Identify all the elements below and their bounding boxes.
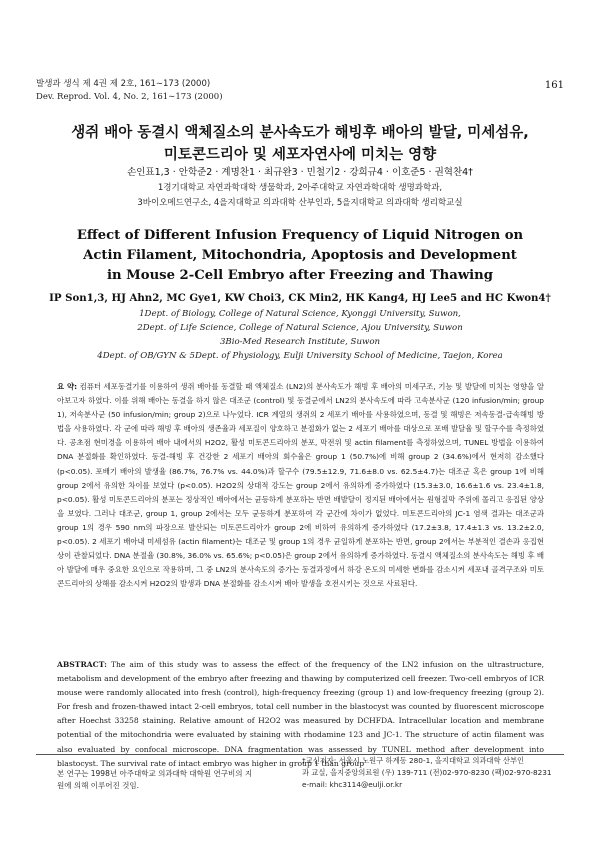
abstract-kr — [57, 380, 544, 591]
affiliation-en-line-4: 4Dept. of OB/GYN & 5Dept. of Physiology, Eulji University School of Medicine, Taejon, Korea — [97, 351, 503, 361]
abstract-en-text: The aim of this study was to assess the effect of the frequency of the LN2 infusion on the ultrastructure, metabolism and development of the embryo after freezing and thawing by computerized cell freezer. Two-cell embryos of ICR mouse were randomly allocated into fresh (control), high-frequency freezing (group 1) and low-frequency freezing (group 2). For fresh and frozen-thawed intact 2-cell embryos, total cell number in the blastocyst was counted by fluorescent microscope after Hoechst 33258 staining. Relative amount of H2O2 was measured by DCHFDA. Intracellular location and membrane potential of the mitochondria were evaluated by staining with rhodamine 123 and JC-1. The structure of actin filament was also evaluated by confocal microscope. DNA fragmentation was assessed by TUNEL method after development into blastocyst. The survival rate of intact embryo was higher in group 1 than group — [57, 660, 544, 768]
abstract-kr-text: 컴퓨터 세포동결기를 이용하여 생쥐 배아를 동결할 때 액체질소 (LN2)의 분사속도가 해빙 후 배아의 미세구조, 기능 및 발달에 미치는 영향을 알아보고자 하였다. 이를 위해 배아는 동결을 하지 않은 대조군 (control) 및 동결군에서 LN2의 분사속도에 따라 고속분사군 (120 infusion/min; group 1), 저속분사군 (50 infusion/min; group 2)으로 나누었다. ICR 계열의 생쥐의 2 세포기 배아를 사용하였으며, 동결 및 해빙은 저속동결-급속해빙 방법을 사용하였다. 각 군에 따라 해빙 후 배아의 생존율과 세포질이 양호하고 분절화가 없는 2 세포기 배아를 대상으로 포배 발달율 및 할구수를 측정하였다. 공초점 현미경을 이용하여 배아 내에서의 H2O2, 활성 미토콘드리아의 분포, 막전위 및 actin filament를 측정하였으며, TUNEL 방법을 이용하여 DNA 분절화를 확인하였다. 동결-해빙 후 건강한 2 세포기 배아의 회수율은 group 1 (50.7%)에 비해 group 2 (34.6%)에서 현저히 감소했다 (p<0.05). 포배기 배아의 발생율 (86.7%, 76.7% vs. 44.0%)과 할구수 (79.5±12.9, 71.6±8.0 vs. 62.5±4.7)는 대조군 혹은 group 1에 비해 group 2에서 유의한 차이를 보였다 (p<0.05). H2O2의 상대적 강도는 group 2에서 유의하게 증가하였다 (15.3±3.0, 16.6±1.6 vs. 23.4±1.8, p<0.05). 활성 미토콘드리아의 분포는 정상적인 배아에서는 균등하게 분포하는 반면 배발달이 정지된 배아에서는 원형질막 주위에 몰리고 응집된 양상을 보였다. 그러나 대조군, group 1, group 2에서는 모두 균등하게 분포하여 각 군간에 차이가 없었다. 미토콘드리아의 JC-1 염색 결과는 대조군과 group 1의 경우 590 nm의 파장으로 발산되는 미토콘드리아가 group 2에 비하여 유의하게 증가하였다 (17.2±3.8, 17.4±1.3 vs. 13.2±2.0, p<0.05). 2 세포기 배아내 미세섬유 (actin filament)는 대조군 및 group 1의 경우 균일하게 분포하는 반면, group 2에서는 부분적인 결손과 응집현상이 관찰되었다. DNA 분절율 (30.8%, 36.0% vs. 65.6%; p<0.05)은 group 2에서 유의하게 증가하였다. 동결시 액체질소의 분사속도는 해빙 후 배아 발달에 매우 중요한 요인으로 작용하며, 그 중 LN2의 분사속도의 증가는 동결과정에서 하강 온도의 미세한 변화를 감소시켜 세포내 골격구조와 미토콘드리아의 상해를 감소시켜 H2O2의 발생과 DNA 분절화를 감소시켜 배아 발생을 호전시키는 것으로 사료된다. — [57, 382, 544, 589]
affiliation-en-line-1: 1Dept. of Biology, College of Natural Science, Kyonggi University, Suwon, — [139, 309, 461, 319]
abstract-en-label: ABSTRACT: — [57, 660, 107, 669]
affiliation-kr-line-2: 3바이오메드연구소, 4을지대학교 의과대학 산부인과, 5을지대학교 의과대학 생리학교실 — [137, 198, 463, 208]
affiliation-kr-line-1: 1경기대학교 자연과학대학 생물학과, 2아주대학교 자연과학대학 생명과학과, — [157, 183, 443, 193]
title-kr-line-2: 미토콘드리아 및 세포자연사에 미치는 영향 — [163, 147, 437, 163]
corresponding-address-line-1: †교신저자: 서울시 노원구 하계동 280-1, 을지대학교 의과대학 산부인 — [302, 756, 525, 765]
title-kr-line-1: 생쥐 배아 동결시 액체질소의 분사속도가 해빙후 배아의 발달, 미세섬유, — [71, 125, 529, 141]
title-en-line-1: Effect of Different Infusion Frequency of Liquid Nitrogen on — [76, 228, 524, 243]
affiliation-en-line-3: 3Bio-Med Research Institute, Suwon — [219, 337, 381, 347]
corresponding-email: e-mail: khc3114@eulji.or.kr — [302, 780, 403, 789]
journal-citation-kr: 발생과 생식 제 4권 제 2호, 161∼173 (2000) — [36, 79, 211, 89]
journal-citation-en: Dev. Reprod. Vol. 4, No. 2, 161∼173 (2000) — [36, 92, 223, 102]
abstract-kr-label: 요 약: — [57, 382, 78, 391]
title-en-line-3: in Mouse 2-Cell Embryo after Freezing and Thawing — [106, 268, 493, 283]
corresponding-author-footnote — [302, 755, 574, 791]
funding-footnote: 본 연구는 1998년 아주대학교 의과대학 대학원 연구비의 지원에 의해 이루어진 것임. — [57, 769, 253, 790]
affiliation-en-line-2: 2Dept. of Life Science, College of Natural Science, Ajou University, Suwon — [137, 323, 463, 333]
authors-kr: 손인표1,3 · 안학준2 · 계명찬1 · 최규완3 · 민철기2 · 강희규4 · 이호준5 · 권혁찬4† — [127, 167, 473, 178]
page-number: 161 — [544, 80, 564, 91]
authors-en: IP Son1,3, HJ Ahn2, MC Gye1, KW Choi3, CK Min2, HK Kang4, HJ Lee5 and HC Kwon4† — [49, 292, 551, 304]
corresponding-address-line-2: 과 교실, 을지중앙의료원 (우) 139-711 (전)02-970-8230 (팩)02-970-8231 — [302, 768, 552, 777]
title-en-line-2: Actin Filament, Mitochondria, Apoptosis and Development — [83, 248, 517, 263]
